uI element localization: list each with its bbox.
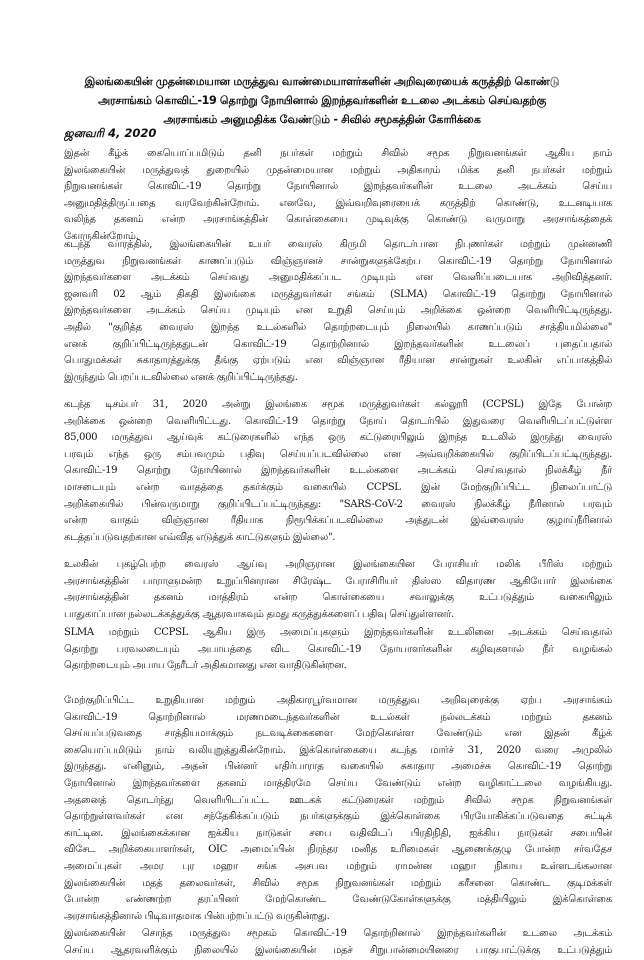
paragraph [64,557,612,623]
title-line: அரசாங்கம் கொவிட்-19 தொற்று நோயினால் இறந்தவர்களின் உடலை அடக்கம் செய்வதற்கு [97,94,547,107]
paragraph [64,397,612,546]
paragraph [64,237,612,386]
paragraph-line: இருந்தும் பெறப்படவில்லை எனக் குறிப்பிட்டிருந்தது. [64,371,298,383]
paragraph-line: மருத்துவ நிறுவனங்கள் காணப்படும் விஞ்ஞானச் சான்றுகளுக்கேற்ப கொவிட்-19 தொற்று நோயினால் [64,255,612,267]
paragraph-line: மேற்குறிப்பிட்ட உறுதியான மற்றும் அதிகாரபூர்வமான மருத்துவ அறிவுரைக்கு ஏற்ப அரசாங்கம் [64,695,612,706]
document-title [40,72,604,129]
paragraph-line: தொற்று பரவலடையும் அபாயத்தை விட கொவிட்-19 நோயாளர்களின் கழிவுகளால் நீர் வழங்கல் [64,643,612,655]
paragraph-line: பாதுகாப்பான நல்லடக்கத்துக்கு ஆதரவாகவும் தமது கருத்துக்களைப் பதிவு செய்துள்ளனர். [64,608,454,620]
title-line: அரசாங்கம் அனுமதிக்க வேண்டும் - சிவில் சமூகத்தின் கோரிக்கை [163,113,481,126]
paragraph [64,625,612,675]
paragraph-line: அதனைத் தொடர்ந்து வெளியிடப்பட்ட ஊடகக் கட்டுரைகள் மற்றும் சிவில் சமூக நிறுவனங்கள் [64,794,612,806]
title-line: இலங்கையின் முதன்மையான மருத்துவ வாண்மையாளர்களின் அறிவுரையைக் கருத்திற் கொண்டு [84,75,560,88]
paragraph-line: கையொப்பமிடும் நாம் வலியுறுத்துகின்றோம். இக்கொள்கையை கடந்த மார்ச் 31, 2020 வரை அமுலில் [64,744,612,756]
paragraph-line: கடந்த வாரத்தில், இலங்கையின் உயர் வைரஸ் கிருமி தொடர்பான நிபுணர்கள் மற்றும் முன்னணி [64,239,612,250]
paragraph-line: பொதுமக்கள் சுகாதாரத்துக்கு தீங்கு ஏற்படும் என விஞ்ஞான ரீதியான சான்றுகள் உலகின் எப்பாகத்தில் [64,355,612,367]
paragraph [64,146,612,246]
paragraph-line: ஜனவரி 02 ஆம் திகதி இலங்கை மருத்துவர்கள் சங்கம் (SLMA) கொவிட்-19 தொற்று நோயினால் [64,288,612,300]
paragraph-line: கோருகின்றோம். [64,230,139,242]
paragraph-line: அனுமதித்திருப்பதை வரவேற்கின்றோம். எனவே, இவ்வறிவுரையைக் கருத்திற் கொண்டு, உடனடியாக [64,197,612,209]
paragraph-line: வலிந்த தகனம் என்ற அரசாங்கத்தின் கொள்கையை முடிவுக்கு கொண்டு வருமாறு அரசாங்கத்தைக் [64,214,612,226]
paragraph-line: இருந்தது. எனினும், அதன் பின்னர் எதிர்பாராத வகையில் சுகாதார அமைச்சு கொவிட்-19 தொற்று [64,761,612,773]
paragraph-line: போன்ற எண்ணற்ற தரப்பினர் மேற்கொண்ட வேண்டுகோள்களுக்கு மத்தியிலும் இக்கொள்கை [64,894,612,906]
paragraph [64,693,612,925]
paragraph-line: இதன் கீழ்க் கையொப்பமிடும் தனி நபர்கள் மற்றும் சிவில் சமூக நிறுவனங்கள் ஆகிய நாம் [64,148,612,159]
paragraph-line: உலகின் புகழ்பெற்ற வைரஸ் ஆய்வு அறிஞரான இலங்கையின பேராசியர் மலிக் பீரிஸ் மற்றும் [64,559,612,570]
paragraph-line: அதில் "குறித்த வைரஸ் இறந்த உடல்களில் தொற்றடையும் நிலையில் காணப்படும் சாத்தியமில்லை" [64,321,612,333]
paragraph-line: அறிக்கை ஒன்றை வெளியிட்டது. கொவிட்-19 தொற்று நோய் தொடர்பில் இதுவரை வெளியிடப்பட்டுள்ள [64,415,612,427]
paragraph-line: இலங்கையின் மதத் தலைவர்கள், சிவில் சமூக நிறுவனங்கள் மற்றும் கரீசனை கொண்ட குடிமக்கள் [64,877,612,889]
paragraph-line: பரவும் எந்த ஒரு சம்பவமும் பதிவு செய்யப்படவில்லை என அவ்வறிக்கையில் குறிப்பிடப்பட்டிருந்தது. [64,448,612,460]
paragraph-line: SLMA மற்றும் CCPSL ஆகிய இரு அமைப்புகளும் இறந்தவர்களின் உடலினை அடக்கம் செய்வதால் [64,627,612,638]
paragraph-line: இறந்தவர்களை அடக்கம் செய்ய முடியும் என உறுதி செய்யும் அறிக்கை ஒன்றை வெளியிட்டிருந்தது. [64,305,612,317]
paragraph-line: நோயினால் இறந்தவர்களை தகனம் மாத்திரமே செய்ய வேண்டும் என்ற வழிகாட்டலை வழங்கியது. [64,777,612,789]
paragraph-line: அறிக்கையில் பின்வருமாறு குறிப்பிடப்பட்டிருந்தது: "SARS-CoV-2 வைரஸ் நிலக்கீழ் நீரினால் பரவும் [64,498,612,510]
paragraph-line: இலங்கையின் மருத்துவத் துறையில் முதன்மையான மற்றும் அதிகாரம் மிக்க தனி நபர்கள் மற்றும் [64,164,612,176]
paragraph-line: காட்டின. இலங்கைக்கான ஐக்கிய நாடுகள் சபை வதிவிடப் பிரதிநிதி, ஐக்கிய நாடுகள் சபையின் [64,827,612,839]
paragraph-line: அரசாங்கத்தின் பாராளுமன்ற உறுப்பினரான சிரேஷ்ட பேராசிரியர் திஸ்ஸ விதாரண ஆகியோர் இலங்கை [64,575,612,587]
paragraph-line: செய்ய ஆதரவளிக்கும் நிலையில் இலங்கையின் மதச் சிறுபான்மையினரை பாகுபாட்டுக்கு உட்படுத்தும் [64,944,612,956]
paragraph-line: இலங்கையின் சொந்த மருத்துவ சமூகம் கொவிட்-19 தொற்றினால் இறந்தவர்களின் உடலை அடக்கம் [64,928,612,939]
paragraph-line: தொற்றுள்ளவர்கள் என சந்தேகிக்கப்படும் நபர்களுக்கும் இக்கொள்கை பிரயோகிக்கப்படுவதை சுட்டிக் [64,811,612,823]
paragraph [64,926,612,959]
paragraph-line: இறந்தவர்களை அடக்கம் செய்வது அனுமதிக்கப்பட முடியும் என வெளிப்படையாக அறிவித்தனர். [64,272,612,284]
paragraph-line: 85,000 மருத்துவ ஆய்வுக் கட்டுரைகளில் எந்த ஒரு கட்டுரையிலும் இறந்த உடலில் இருந்து வைரஸ் [64,432,612,444]
paragraph-line: கொவிட்-19 தொற்றினால் மரணமடைந்தவர்களின் உடல்கள் நல்லடக்கம் மற்றும் தகனம் [64,711,612,723]
paragraph-line: விசேட அறிக்கையாளர்கள், OIC அமைப்பின் நிரந்தர மனித உரிமைகள் ஆணைக்குழு போன்ற சர்வதேச [64,844,612,856]
paragraph-line: எனக் குறிப்பிட்டிருந்ததுடன் கொவிட்-19 தொற்றினால் இறந்தவர்களின் உடலைப் புதைப்பதால் [64,338,612,350]
paragraph-line: கடந்த டிசம்பர் 31, 2020 அன்று இலங்கை சமூக மருத்துவர்கள் கல்லூரி (CCPSL) இதே போன்ற [64,399,612,410]
paragraph-line: செய்யப்படுவதை சாத்தியமாக்கும் நடவடிக்கைகளை மேற்கொள்ள வேண்டும் என இதன் கீழ்க் [64,728,612,740]
paragraph-line: கொவிட்-19 தொற்று நோயினால் இறந்தவர்களின் உடல்களை அடக்கம் செய்வதால் நிலக்கீழ் நீர் [64,465,612,477]
paragraph-line: அமைப்புகள் அமர புர மஹா சங்க அசபவ மற்றும் ராமன்ன மஹா நிகாய உள்ளடங்கலான [64,860,612,872]
paragraph-line: அரசாங்கத்தின் தகனம் மாத்திரம் என்ற கொள்கையை சவாலுக்கு உட்படுத்தும் வகையிலும் [64,592,612,604]
paragraph-line: என்ற வாதம் விஞ்ஞான ரீதியாக நிரூபிக்கப்படவில்லை அத்துடன் இவ்வைரஸ் குழாய்நீரினால் [64,515,612,527]
paragraph-line: அரசாங்கத்தினால் பிடிவாதமாக பின்பற்றப்பட்டு வருகின்றது. [64,910,330,922]
paragraph-line: நிறுவனங்கள் கொவிட்-19 தொற்று நோயினால் இறந்தவர்களின் உடலை அடக்கம் செய்ய [64,181,612,193]
document-date: ஜனவரி 4, 2020 [64,126,157,140]
paragraph-line: தொற்றடையும் அபாய நேரீடர் அதிகமானது என வாதிடுகின்றன. [64,660,347,672]
paragraph-line: மாசடையும் என்ற வாதத்தை தகர்க்கும் வகையில் CCPSL இன் மேற்குறிப்பிட்ட நிலைப்பாட்டு [64,481,612,493]
paragraph-line: கடத்தப்படுவதற்கான எவ்வித எடுத்துக் காட்டுகளும் இல்லை". [64,531,336,543]
